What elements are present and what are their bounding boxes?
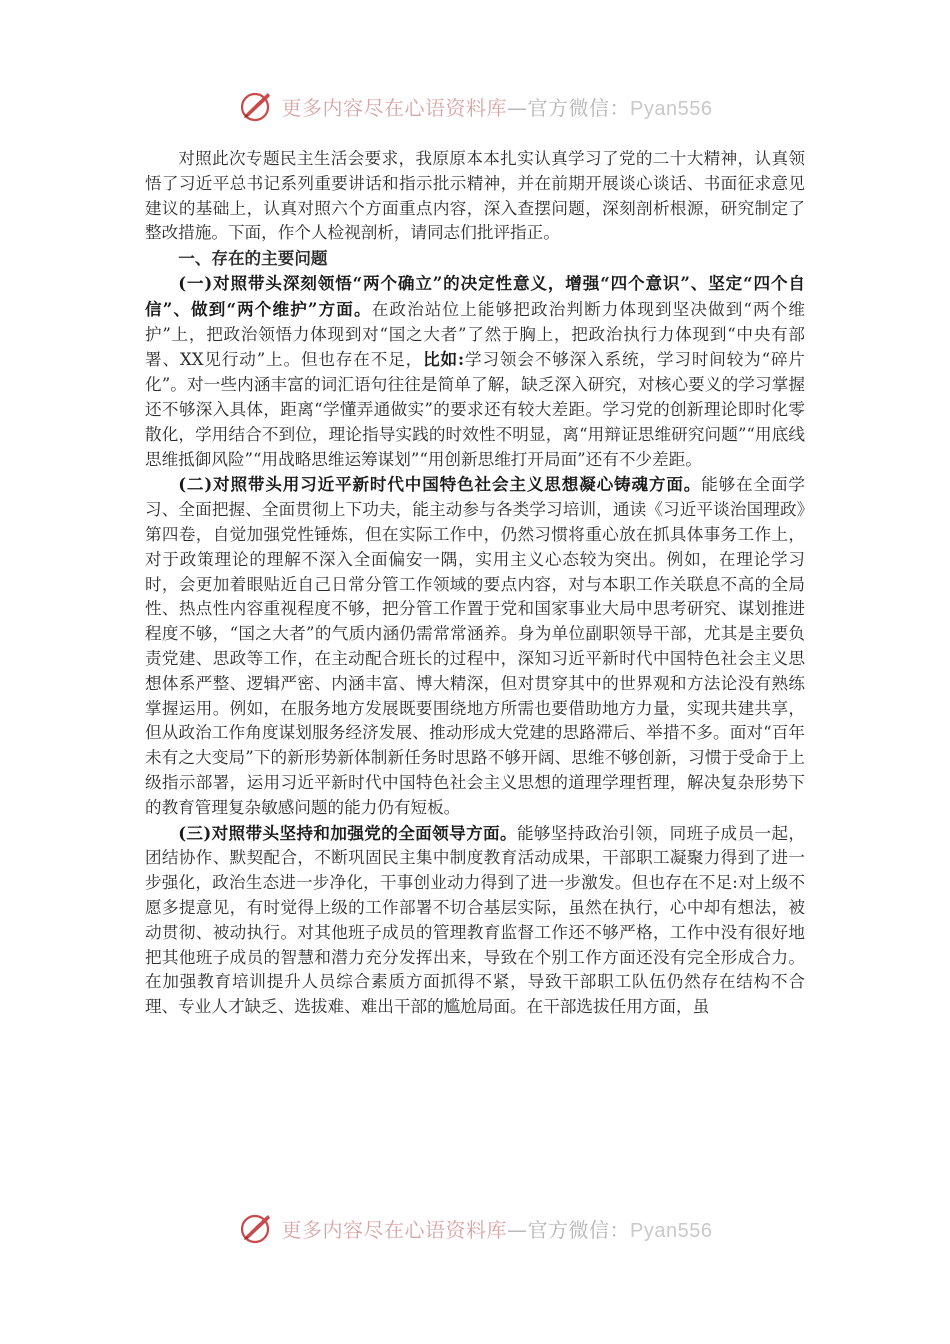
watermark-wechat-id: Pyan556 <box>630 97 713 120</box>
section-heading-problems: 一、存在的主要问题 <box>178 248 328 269</box>
item-1-title: (一)对照带头深刻领悟“两个确立”的决定性意义，增强“四个意识”、坚定“四个自信”、做到“两个维护”方面。 <box>145 272 805 319</box>
watermark-library-name: 更多内容尽在心语资料库 <box>281 1217 508 1242</box>
footer-watermark-banner <box>0 1208 950 1248</box>
watermark-text <box>282 92 713 121</box>
watermark-dash: — <box>507 1217 528 1242</box>
item-2-paragraph <box>145 472 805 820</box>
item-1-text-b: 学习领会不够深入系统，学习时间较为“碎片化”。对一些内涵丰富的词汇语句往往是简单了解，缺乏深入研究，对核心要义的学习掌握还不够深入具体，距离“学懂弄通做实”的要求还有较大差距。学习党的创新理论即时化零散化，学用结合不到位，理论指导实践的时效性不明显，离“用辩证思维研究问题”“用底线思维抵御风险”“用战略思维运筹谋划”“用创新思维打开局面”还有不少差距。 <box>145 350 806 469</box>
item-2-title: (二)对照带头用习近平新时代中国特色社会主义思想凝心铸魂方面。 <box>178 474 702 495</box>
item-3-paragraph <box>145 821 805 1020</box>
watermark-wechat-id: Pyan556 <box>630 1219 713 1242</box>
pen-logo-icon <box>238 88 274 124</box>
document-body <box>145 147 805 1020</box>
watermark-text <box>282 1214 713 1243</box>
item-2-text: 能够在全面学习、全面把握、全面贯彻上下功夫，能主动参与各类学习培训，通读《习近平谈治国理政》第四卷，自觉加强党性锤炼，但在实际工作中，仍然习惯将重心放在抓具体事务工作上，对于政策理论的理解不深入全面偏安一隅，实用主义心态较为突出。例如，在理论学习时，会更加着眼贴近自己日常分管工作领域的要点内容，对与本职工作关联息不高的全局性、热点性内容重视程度不够，把分管工作置于党和国家事业大局中思考研究、谋划推进程度不够，“国之大者”的气质内涵仍需常常涵养。身为单位副职领导干部，尤其是主要负责党建、思政等工作，在主动配合班长的过程中，深知习近平新时代中国特色社会主义思想体系严整、逻辑严密、内涵丰富、博大精深，但对贯穿其中的世界观和方法论没有熟练掌握运用。例如，在服务地方发展既要围绕地方所需也要借助地方力量，实现共建共享，但从政治工作角度谋划服务经济发展、推动形成大党建的思路滞后、举措不多。面对“百年未有之大变局”下的新形势新体制新任务时思路不够开阔、思维不够创新，习惯于受命于上级指示部署，运用习近平新时代中国特色社会主义思想的道理学理哲理，解决复杂形势下的教育管理复杂敏感问题的能力仍有短板。 <box>145 475 806 817</box>
watermark-library-name: 更多内容尽在心语资料库 <box>281 95 508 120</box>
intro-paragraph: 对照此次专题民主生活会要求，我原原本本扎实认真学习了党的二十大精神，认真领悟了习近平总书记系列重要讲话和指示批示精神，并在前期开展谈心谈话、书面征求意见建议的基础上，认真对照六个方面重点内容，深入查摆问题，深刻剖析根源，研究制定了整改措施。下面，作个人检视剖析，请同志们批评指正。 <box>145 149 805 243</box>
pen-logo-icon <box>238 1210 274 1246</box>
watermark-dash: — <box>507 95 528 120</box>
watermark-wechat-label: 官方微信： <box>527 1217 631 1242</box>
item-3-title: (三)对照带头坚持和加强党的全面领导方面。 <box>178 822 517 843</box>
watermark-wechat-label: 官方微信： <box>527 95 631 120</box>
item-3-text: 能够坚持政治引领，同班子成员一起，团结协作、默契配合，不断巩固民主集中制度教育活动成果，干部职工凝聚力得到了进一步强化，政治生态进一步净化，干事创业动力得到了进一步激发。但也存在不足:对上级不愿多提意见，有时觉得上级的工作部署不切合基层实际，虽然在执行，心中却有想法，被动贯彻、被动执行。对其他班子成员的管理教育监督工作还不够严格，工作中没有很好地把其他班子成员的智慧和潜力充分发挥出来，导致在个别工作方面还没有完全形成合力。在加强教育培训提升人员综合素质方面抓得不紧，导致干部职工队伍仍然存在结构不合理、专业人才缺乏、选拔难、难出干部的尴尬局面。在干部选拔任用方面，虽 <box>145 823 806 1017</box>
header-watermark-banner <box>0 86 950 126</box>
item-1-text-a: 在政治站位上能够把政治判断力体现到坚决做到“两个维护”上，把政治领悟力体现到对“国之大者”了然于胸上，把政治执行力体现到“中央有部署、XX见行动”上。但也存在不足， <box>145 299 806 370</box>
item-1-paragraph <box>145 271 805 472</box>
item-1-bold-example: 比如: <box>423 349 465 370</box>
